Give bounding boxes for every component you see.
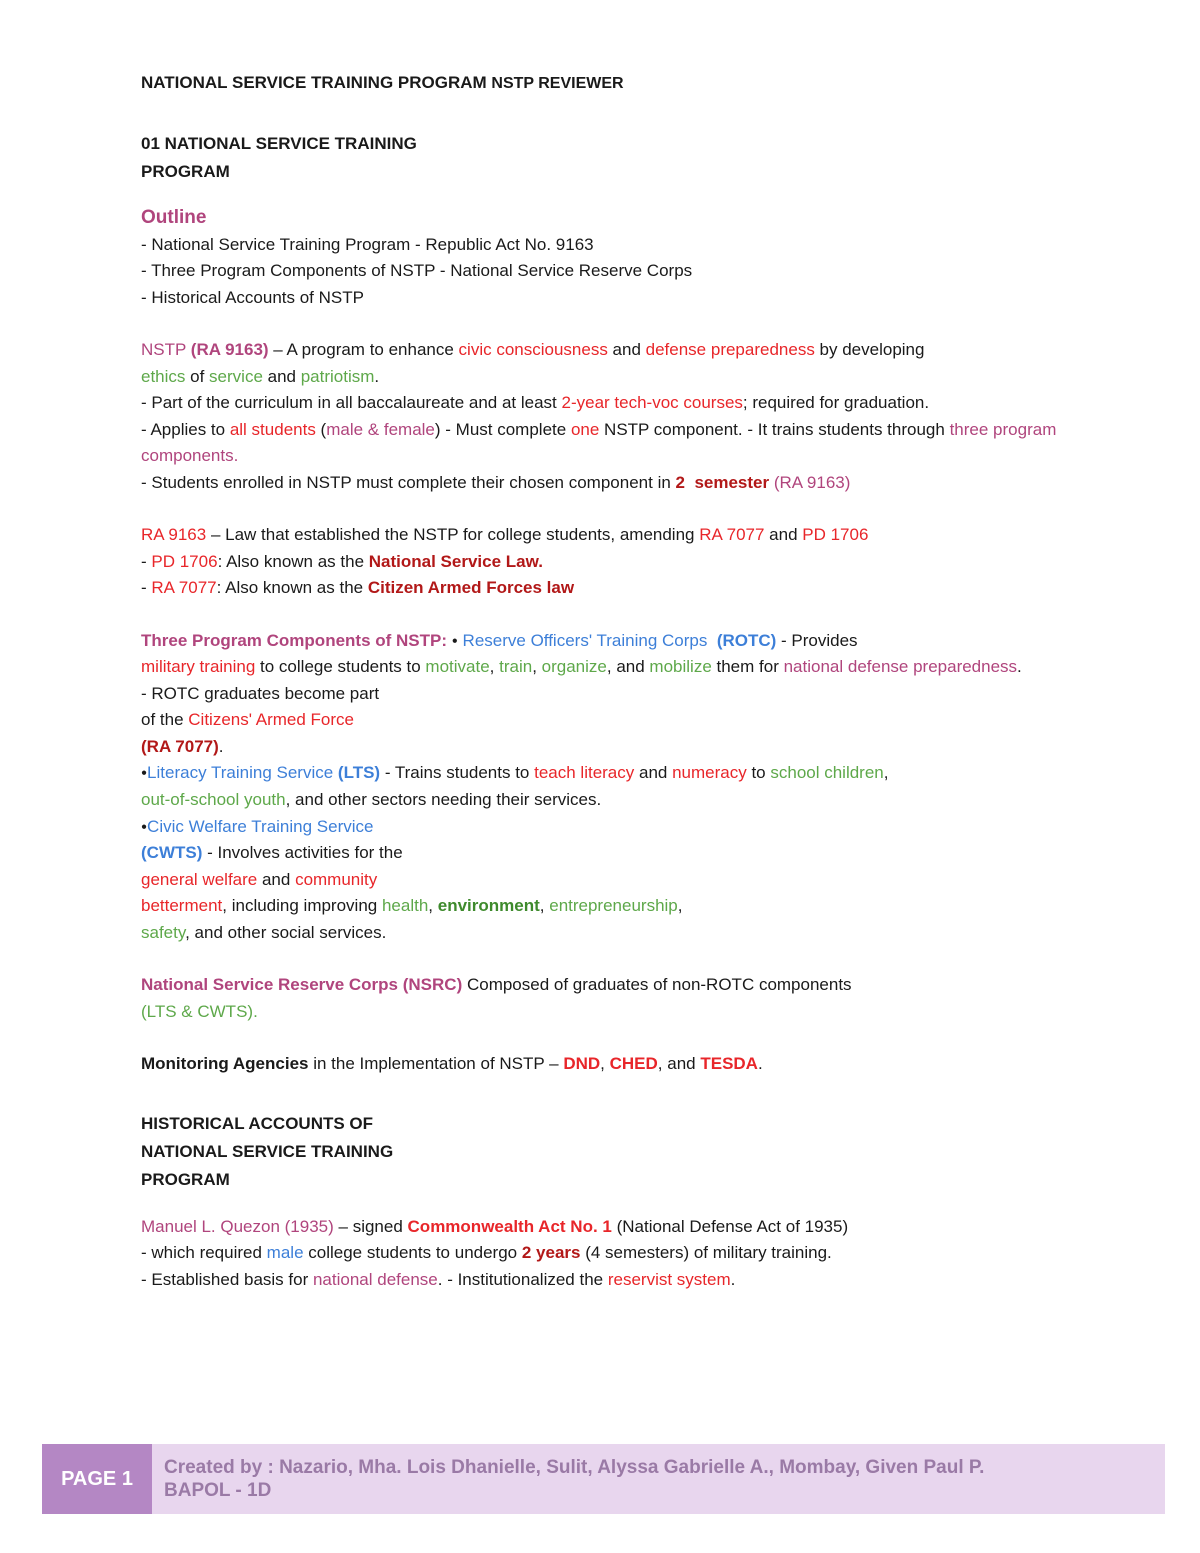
nsrc-paragraph: National Service Reserve Corps (NSRC) Composed of graduates of non-ROTC components (LTS & CWTS). [141, 975, 852, 1021]
page-footer [42, 1444, 1165, 1514]
outline-item: - National Service Training Program - Republic Act No. 9163 [141, 234, 594, 254]
outline-heading: Outline [141, 206, 207, 228]
outline-item: - Three Program Components of NSTP - National Service Reserve Corps [141, 261, 693, 280]
history-heading [141, 1110, 1071, 1194]
monitoring-agencies: Monitoring Agencies in the Implementation of NSTP – DND, CHED, and TESDA. [141, 1054, 763, 1074]
nstp-semester-note: - Students enrolled in NSTP must complete their chosen component in 2 semester (RA 9163) [141, 472, 851, 492]
ra9163-definition: RA 9163 – Law that established the NSTP for college students, amending RA 7077 and PD 1706 [141, 525, 869, 544]
title-text: NATIONAL SERVICE TRAINING PROGRAM [141, 73, 487, 92]
bullet-icon: ● [141, 820, 148, 832]
quezon-requirement: - which required male college students to undergo 2 years (4 semesters) of military training. [141, 1243, 832, 1263]
section-heading-line: 01 NATIONAL SERVICE TRAINING [141, 133, 417, 153]
history-heading-line: PROGRAM [141, 1169, 230, 1189]
document-title [141, 70, 1071, 98]
bullet-icon: ● [451, 634, 458, 646]
outline-item: - Historical Accounts of NSTP [141, 287, 364, 307]
pd1706-note: - PD 1706: Also known as the National Service Law. [141, 551, 543, 571]
credits-text [164, 1456, 1154, 1502]
credits-line: Created by : Nazario, Mha. Lois Dhanielle, Sulit, Alyssa Gabrielle A., Mombay, Given Paul P. [164, 1457, 985, 1478]
nstp-definition: NSTP (RA 9163) – A program to enhance civic consciousness and defense preparedness by developing ethics of service and patriotism. [141, 340, 925, 386]
rotc-graduates-note: - ROTC graduates become part of the Citizens' Armed Force (RA 7077). [141, 683, 380, 756]
cwts-paragraph: ●Civic Welfare Training Service (CWTS) - Involves activities for the general welfare and community betterment, including improving health, environment, entrepreneurship, safety, and other social services. [141, 816, 683, 942]
section-heading [141, 130, 1071, 186]
nstp-curriculum-note: - Part of the curriculum in all baccalaureate and at least 2-year tech-voc courses; required for graduation. [141, 393, 930, 412]
quezon-basis: - Established basis for national defense. - Institutionalized the reservist system. [141, 1269, 736, 1289]
credits-line: BAPOL - 1D [164, 1480, 272, 1501]
nstp-applies-note: - Applies to all students (male & female) - Must complete one NSTP component. - It trains students through three program components. [141, 419, 1057, 465]
ra7077-note: - RA 7077: Also known as the Citizen Armed Forces law [141, 578, 575, 597]
history-heading-line: HISTORICAL ACCOUNTS OF [141, 1113, 374, 1133]
bullet-icon: ● [141, 767, 148, 779]
quezon-paragraph: Manuel L. Quezon (1935) – signed Commonwealth Act No. 1 (National Defense Act of 1935) [141, 1216, 849, 1236]
rotc-paragraph: Three Program Components of NSTP: ● Reserve Officers' Training Corps (ROTC) - Provides military training to college students to motivate, train, organize, and mobilize them for national defense preparedness. [141, 630, 1022, 677]
section-heading-line: PROGRAM [141, 161, 230, 181]
page-number-badge: PAGE 1 [42, 1444, 152, 1514]
components-heading: Three Program Components of NSTP: [141, 630, 448, 650]
history-heading-line: NATIONAL SERVICE TRAINING [141, 1141, 394, 1161]
document-body [141, 70, 1071, 1293]
subtitle-text: NSTP REVIEWER [491, 75, 624, 92]
lts-paragraph: ●Literacy Training Service (LTS) - Trains students to teach literacy and numeracy to school children, out-of-school youth, and other sectors needing their services. [141, 763, 889, 810]
